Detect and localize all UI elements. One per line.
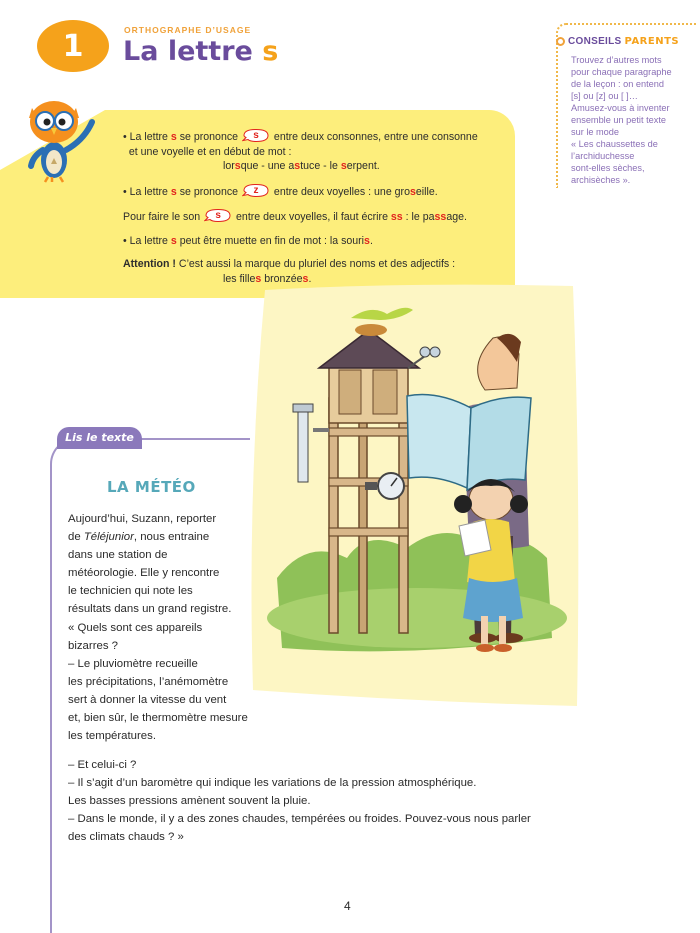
text-line: – Dans le monde, il y a des zones chaudes, tempérées ou froides. Pouvez-vous nous parler [68,813,531,826]
text-line: les températures. [68,730,156,743]
parents-tips-heading [556,36,679,47]
rule-text-part: se prononce [176,185,241,198]
text-line: et, bien sûr, le thermomètre mesure [68,712,248,725]
rule-text-part: entre deux voyelles : une gro [270,185,410,198]
sound-bubble [242,128,270,143]
highlight-letter: ss [434,211,447,223]
text-line: dans une station de [68,549,168,562]
text-line: les précipitations, l’anémomètre [68,675,229,688]
rule-text [123,128,503,295]
example-part: . [308,272,312,285]
magazine-name: Téléjunior [83,531,134,544]
section-kicker: ORTHOGRAPHE D’USAGE [124,25,252,35]
parents-line: de la leçon : on entend [571,79,664,89]
rule-text-part: Pour faire le son [123,211,204,223]
text-line: résultats dans un grand registre. [68,603,232,616]
example-part: tuce - le [300,160,341,172]
example-part: que - une a [240,160,295,172]
rule-text-part: entre deux consonnes, entre une consonne [270,131,478,143]
highlight-letter: s [340,160,347,172]
rule-text-part: peut être muette en fin de mot : la souri [176,234,365,247]
weather-station-illustration [247,278,582,708]
page-title [123,36,278,67]
parents-line: Amusez-vous à inventer [571,103,670,113]
parents-line: sur le mode [571,127,620,137]
sound-letter: s [253,130,259,141]
parents-label: CONSEILS [568,36,622,47]
parents-line: Trouvez d’autres mots [571,55,662,65]
parents-line: « Les chaussettes de [571,139,658,149]
highlight-letter: s [409,185,416,198]
rule-text-part: : le pa [402,211,435,223]
reading-tab [57,427,142,449]
parents-tips-text [571,54,693,186]
sound-letter: s [215,210,221,221]
text-line [68,528,268,546]
sound-letter: z [253,184,259,196]
text-part: de [68,531,84,544]
text-line: sert à donner la vitesse du vent [68,693,227,706]
title-letter: s [262,36,279,67]
reading-text-narrow [68,510,268,745]
rule-text-part: age. [446,211,467,223]
text-line: – Il s’agit d’un baromètre qui indique les variations de la pression atmosphérique. [68,777,477,790]
attention-text: C’est aussi la marque du pluriel des noms et des adjectifs : [175,258,456,270]
text-line: bizarres ? [68,639,119,652]
owl-mascot-icon [24,88,112,183]
text-part: , nous entraine [133,531,210,544]
highlight-letter: s [294,160,301,172]
highlight-letter: s [302,272,309,285]
highlight-letter: s [170,131,177,143]
reading-tab-label: Lis le texte [65,431,134,444]
text-line: des climats chauds ? » [68,831,184,844]
sound-bubble [204,208,232,223]
rule-text-part: et une voyelle et en début de mot : [128,145,292,158]
lesson-number: 1 [62,28,84,64]
text-line: – Le pluviomètre recueille [68,657,198,670]
text-line: le technicien qui note les [68,585,193,598]
lesson-number-badge [37,20,109,72]
rule-text-part: • La lettre [123,185,171,198]
highlight-letter: s [364,234,370,247]
parents-line: l’archiduchesse [571,151,635,161]
text-line: Les basses pressions amènent souvent la pluie. [68,795,311,808]
circle-bullet-icon [556,37,565,46]
text-title: LA MÉTÉO [107,478,196,496]
rule-1 [123,128,503,174]
highlight-letter: ss [390,211,403,223]
rule-2 [123,183,503,200]
page-number: 4 [344,899,351,913]
example-part: erpent. [346,160,380,172]
parents-line: sont-elles sèches, [571,163,645,173]
highlight-letter: s [234,160,241,172]
rule-text-part: entre deux voyelles, il faut écrire [233,211,391,223]
highlight-letter: s [170,185,177,198]
rule-1-examples [123,159,503,174]
parents-line: [s] ou [z] ou [ ]… [571,91,638,101]
rule-4 [123,234,503,249]
text-line: météorologie. Elle y rencontre [68,567,220,580]
text-line: « Quels sont ces appareils [68,621,203,634]
example-part: lor [223,160,235,172]
highlight-letter: s [255,272,262,285]
highlight-letter: s [170,234,177,247]
rule-text-part: • La lettre [123,234,171,247]
rule-text-part: . [369,234,373,247]
attention-label: Attention ! [123,258,176,270]
text-line: Aujourd’hui, Suzann, reporter [68,513,217,525]
rule-text-part: eille. [415,185,438,198]
rule-3 [123,208,503,225]
example-part: les fille [223,272,256,285]
example-part: bronzée [261,272,303,285]
rule-text-part: • La lettre [123,131,171,143]
rule-text-part: se prononce [176,131,241,143]
parents-line: archisèches ». [571,175,631,185]
parents-label-colored: PARENTS [624,36,680,47]
reading-text-wide [68,756,538,846]
title-text: La lettre [123,36,263,67]
text-line: – Et celui-ci ? [68,759,137,771]
sound-bubble [242,183,270,198]
parents-line: ensemble un petit texte [571,115,666,125]
parents-line: pour chaque paragraphe [571,67,672,77]
